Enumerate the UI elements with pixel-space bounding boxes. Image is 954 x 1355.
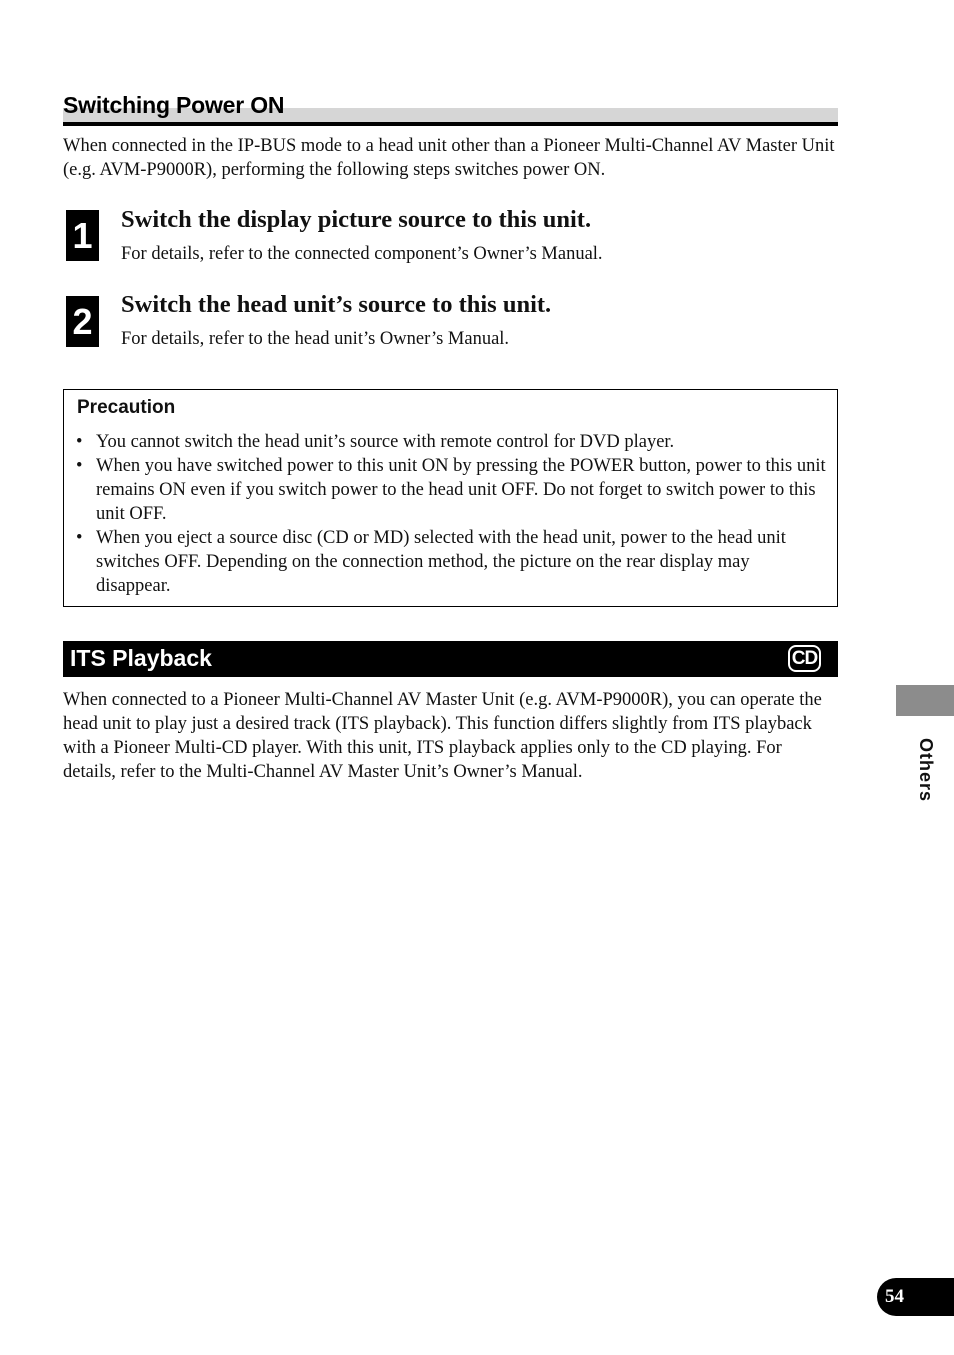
list-item: [76, 430, 826, 454]
step-1-title: Switch the display picture source to this unit.: [121, 206, 592, 233]
precaution-list: [76, 430, 826, 598]
step-2-description: For details, refer to the head unit’s Owner’s Manual.: [121, 329, 510, 349]
its-playback-paragraph: When connected to a Pioneer Multi-Channel AV Master Unit (e.g. AVM-P9000R), you can operate the head unit to play just a desired track (ITS playback). This function differs slightly from ITS playback with a Pioneer Multi-CD player. With this unit, ITS playback applies only to the CD playing. For details, refer to the Multi-Channel AV Master Unit’s Owner’s Manual.: [63, 690, 822, 782]
list-item-text: When you have switched power to this unit ON by pressing the POWER button, power to this unit remains ON even if you switch power to the head unit OFF. Do not forget to switch power to this unit OFF.: [96, 456, 826, 524]
intro-paragraph: When connected in the IP-BUS mode to a head unit other than a Pioneer Multi-Channel AV Master Unit (e.g. AVM-P9000R), performing the following steps switches power ON.: [63, 136, 835, 180]
step-1-description: For details, refer to the connected component’s Owner’s Manual.: [121, 244, 603, 264]
precaution-title: Precaution: [77, 397, 176, 418]
bullet: •: [76, 456, 83, 476]
list-item-text: When you eject a source disc (CD or MD) selected with the head unit, power to the head unit switches OFF. Depending on the connection method, the picture on the rear display may disappear.: [96, 528, 786, 596]
step-1-number: 1: [66, 210, 99, 261]
bullet: •: [76, 528, 83, 548]
chapter-tab-marker: [896, 685, 954, 716]
list-item-text: You cannot switch the head unit’s source with remote control for DVD player.: [96, 432, 675, 452]
step-2-number: 2: [66, 296, 99, 347]
list-item: [76, 454, 826, 526]
step-2-title: Switch the head unit’s source to this unit.: [121, 291, 552, 318]
section-title: Switching Power ON: [63, 92, 285, 118]
chapter-tab-label: Others: [916, 738, 936, 803]
section-title: ITS Playback: [70, 645, 212, 671]
bullet: •: [76, 432, 83, 452]
cd-icon: CD: [788, 645, 821, 672]
section-heading-switching-power-on: [63, 92, 838, 128]
heading-rule: [63, 122, 838, 126]
list-item: [76, 526, 826, 598]
precaution-box: [63, 389, 838, 607]
page-number: 54: [877, 1278, 954, 1316]
section-heading-its-playback: [63, 641, 838, 677]
